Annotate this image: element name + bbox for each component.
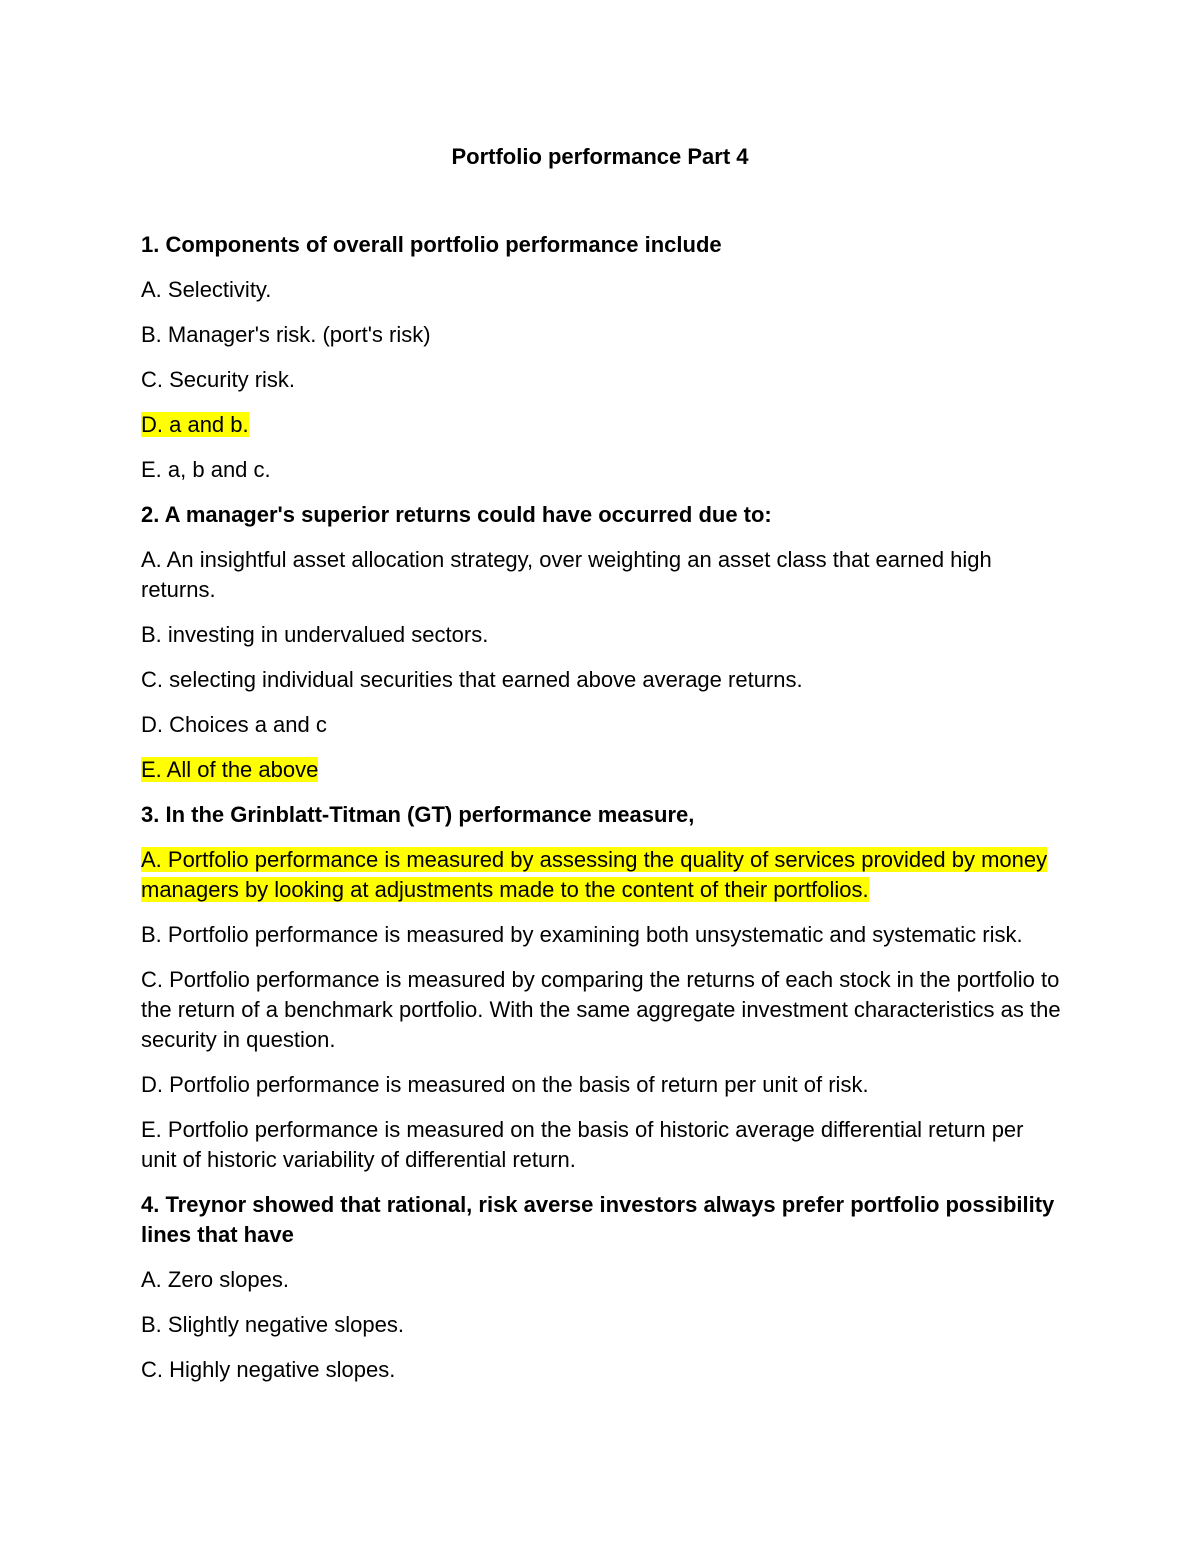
option-text: D. Choices a and c [141, 712, 327, 737]
q3-option-d [141, 1070, 1061, 1100]
q2-option-a [141, 545, 1061, 605]
q3-option-c [141, 965, 1061, 1055]
q1-option-a [141, 275, 1061, 305]
question-4: 4. Treynor showed that rational, risk averse investors always prefer portfolio possibility lines that have [141, 1192, 1055, 1247]
q1-option-c [141, 365, 1061, 395]
q4-option-a [141, 1265, 1061, 1295]
option-text: E. All of the above [141, 757, 319, 782]
option-text: A. Selectivity. [141, 277, 272, 302]
option-text: C. Portfolio performance is measured by comparing the returns of each stock in the portfolio to the return of a benchmark portfolio. With the same aggregate investment characteristics as the security in question. [141, 967, 1061, 1052]
question-list [141, 230, 1061, 1400]
q2-option-b [141, 620, 1061, 650]
question-1: 1. Components of overall portfolio performance include [141, 232, 722, 257]
question-3: 3. In the Grinblatt-Titman (GT) performance measure, [141, 802, 695, 827]
option-text: B. Portfolio performance is measured by examining both unsystematic and systematic risk. [141, 922, 1023, 947]
q3-option-b [141, 920, 1061, 950]
option-text: E. a, b and c. [141, 457, 271, 482]
document-title: Portfolio performance Part 4 [451, 144, 749, 169]
option-text: B. Manager's risk. (port's risk) [141, 322, 431, 347]
q4-option-c [141, 1355, 1061, 1385]
q3-option-a [141, 845, 1061, 905]
q4-option-b [141, 1310, 1061, 1340]
option-text: C. selecting individual securities that earned above average returns. [141, 667, 803, 692]
option-text: A. An insightful asset allocation strategy, over weighting an asset class that earned high returns. [141, 547, 992, 602]
option-text: C. Security risk. [141, 367, 296, 392]
option-text: A. Zero slopes. [141, 1267, 289, 1292]
q1-option-e [141, 455, 1061, 485]
q2-option-e [141, 755, 1061, 785]
option-text: C. Highly negative slopes. [141, 1357, 396, 1382]
option-text: D. Portfolio performance is measured on the basis of return per unit of risk. [141, 1072, 869, 1097]
q3-option-e [141, 1115, 1061, 1175]
option-text: B. investing in undervalued sectors. [141, 622, 489, 647]
q2-option-c [141, 665, 1061, 695]
q2-option-d [141, 710, 1061, 740]
option-text: B. Slightly negative slopes. [141, 1312, 404, 1337]
question-2: 2. A manager's superior returns could have occurred due to: [141, 502, 772, 527]
q1-option-d [141, 410, 1061, 440]
q1-option-b [141, 320, 1061, 350]
option-text: D. a and b. [141, 412, 249, 437]
option-text: E. Portfolio performance is measured on the basis of historic average differential return per unit of historic variability of differential return. [141, 1117, 1024, 1172]
option-text: A. Portfolio performance is measured by assessing the quality of services provided by money managers by looking at adjustments made to the content of their portfolios. [141, 847, 1048, 902]
